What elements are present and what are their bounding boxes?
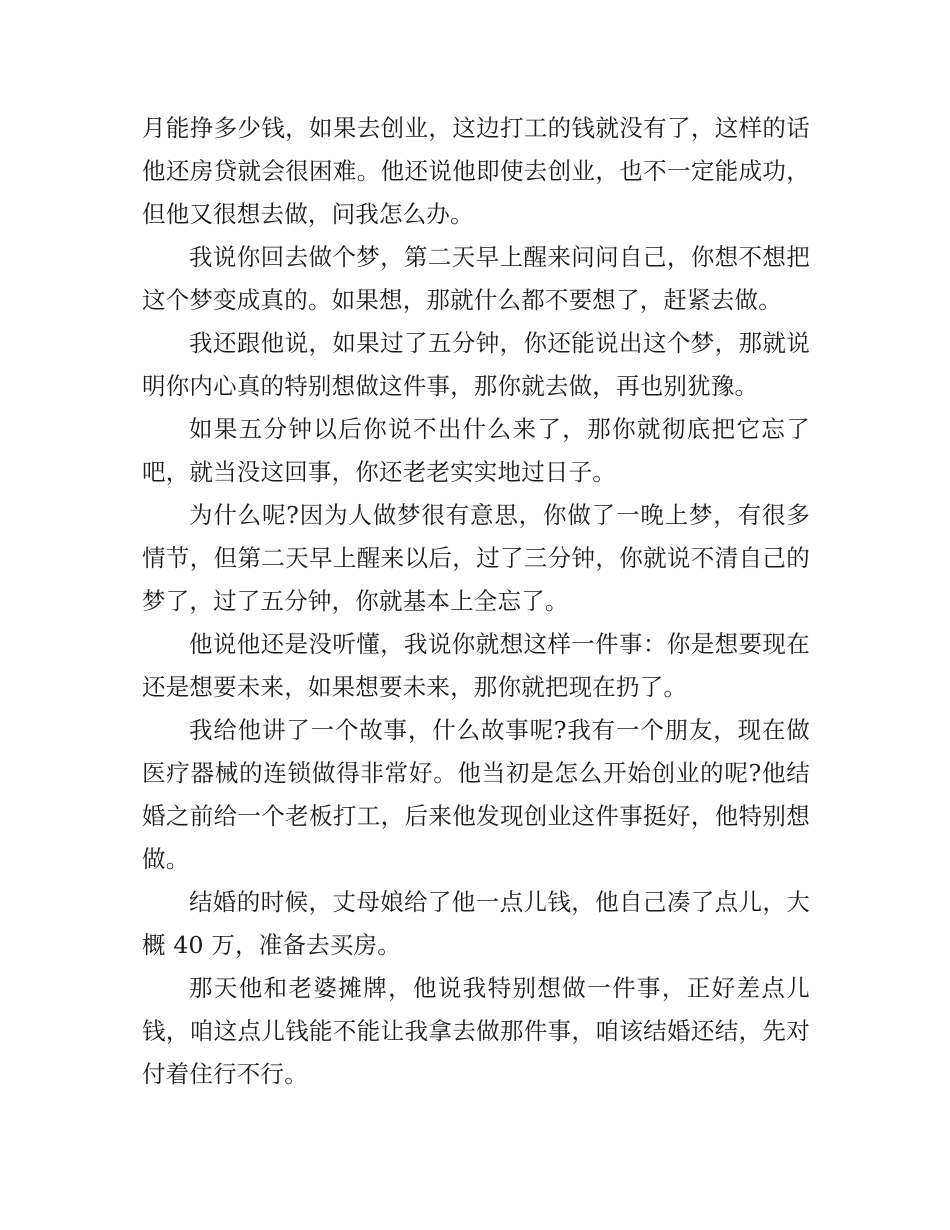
paragraph-3: 我还跟他说，如果过了五分钟，你还能说出这个梦，那就说明你内心真的特别想做这件事，那你就去做，再也别犹豫。 — [142, 329, 810, 400]
paragraph-7: 我给他讲了一个故事，什么故事呢?我有一个朋友，现在做医疗器械的连锁做得非常好。他当初是怎么开始创业的呢?他结婚之前给一个老板打工，后来他发现创业这件事挺好，他特别想做。 — [142, 716, 810, 873]
paragraph-4: 如果五分钟以后你说不出什么来了，那你就彻底把它忘了吧，就当没这回事，你还老老实实地过日子。 — [142, 415, 810, 486]
paragraph-9: 那天他和老婆摊牌，他说我特别想做一件事，正好差点儿钱，咱这点儿钱能不能让我拿去做那件事，咱该结婚还结，先对付着住行不行。 — [142, 974, 810, 1088]
paragraph-8: 结婚的时候，丈母娘给了他一点儿钱，他自己凑了点儿，大概 40 万，准备去买房。 — [142, 888, 810, 959]
paragraph-6: 他说他还是没听懂，我说你就想这样一件事：你是想要现在还是想要未来，如果想要未来，那你就把现在扔了。 — [142, 630, 810, 701]
paragraph-1: 月能挣多少钱，如果去创业，这边打工的钱就没有了，这样的话他还房贷就会很困难。他还说他即使去创业，也不一定能成功，但他又很想去做，问我怎么办。 — [142, 114, 810, 228]
paragraph-5: 为什么呢?因为人做梦很有意思，你做了一晚上梦，有很多情节，但第二天早上醒来以后，过了三分钟，你就说不清自己的梦了，过了五分钟，你就基本上全忘了。 — [142, 501, 810, 615]
document-page — [142, 107, 810, 1096]
paragraph-2: 我说你回去做个梦，第二天早上醒来问问自己，你想不想把这个梦变成真的。如果想，那就什么都不要想了，赶紧去做。 — [142, 243, 810, 314]
